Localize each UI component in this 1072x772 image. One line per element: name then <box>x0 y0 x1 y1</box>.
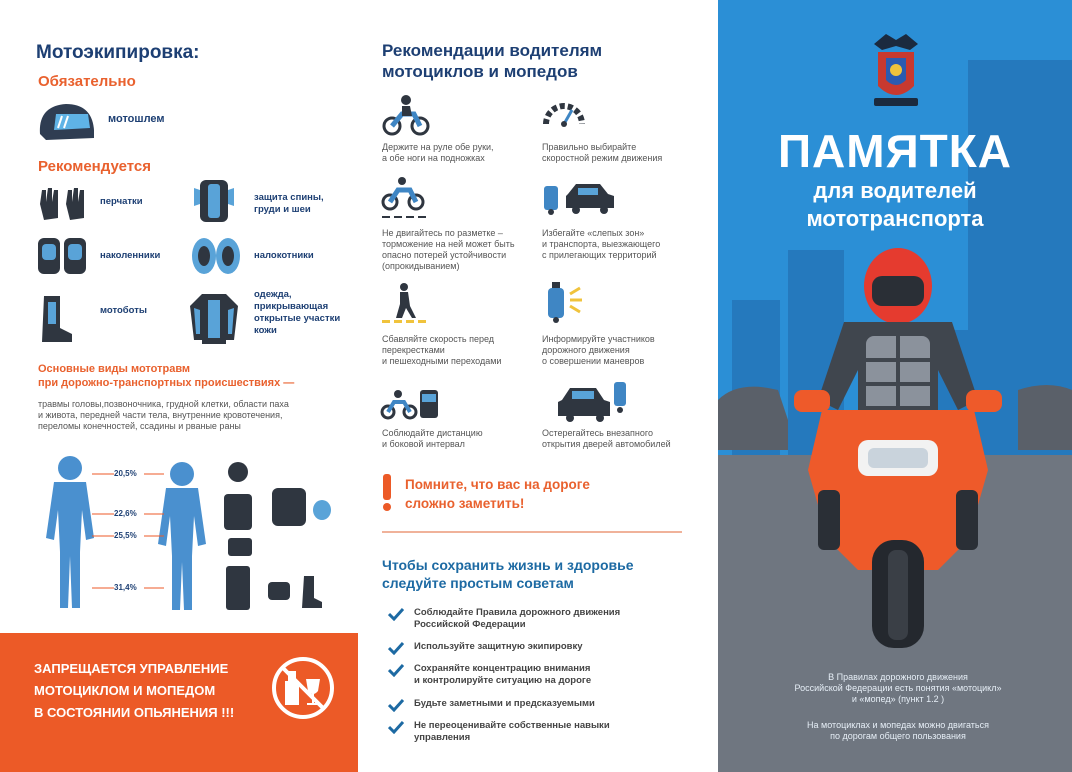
section-divider <box>382 531 682 533</box>
clothing-label: одежда, прикрывающая открытые участки кожи <box>254 289 341 336</box>
car-door-icon <box>556 378 632 422</box>
right-panel-cover <box>718 0 1072 772</box>
gloves-label: перчатки <box>100 196 143 207</box>
knee-pads-label: наколенники <box>100 250 161 261</box>
road-marking-icon <box>380 176 426 220</box>
stat-pelvis: 25,5% <box>114 531 137 540</box>
boots-label: мотоботы <box>100 305 147 316</box>
back-protector-icon <box>190 176 238 226</box>
stat-torso: 22,6% <box>114 509 137 518</box>
recommendations-title: Рекомендации водителям мотоциклов и мопедов <box>382 41 603 81</box>
injury-statistics-illustration <box>30 452 340 620</box>
equipment-title: Мотоэкипировка: <box>36 42 200 63</box>
rules-note: В Правилах дорожного движения Российской Федерации есть понятия «мотоцикл» и «мопед» (пункт 1.2 ) <box>794 672 1002 704</box>
helmet-icon <box>36 100 96 142</box>
knee-pad-icon <box>36 234 88 278</box>
left-panel <box>0 0 358 772</box>
advice-item: Не переоценивайте собственные навыки управления <box>388 720 688 744</box>
advice-item: Соблюдайте Правила дорожного движения Российской Федерации <box>388 607 688 631</box>
roads-note: На мотоциклах и мопедах можно двигаться по дорогам общего пользования <box>807 720 989 741</box>
stat-legs: 31,4% <box>114 583 137 592</box>
stat-head: 20,5% <box>114 469 137 478</box>
tip-6: Информируйте участников дорожного движения о совершении маневров <box>542 334 655 366</box>
tip-1: Держите на руле обе руки, а обе ноги на подножках <box>382 142 494 163</box>
no-alcohol-icon <box>270 655 336 721</box>
motorcyclist-illustration <box>788 240 1008 650</box>
gloves-icon <box>36 184 88 222</box>
boot-icon <box>36 294 76 346</box>
cover-subtitle-1: для водителей <box>813 178 977 203</box>
cover-title: ПАМЯТКА <box>777 125 1013 177</box>
cover-subtitle-2: мототранспорта <box>806 206 984 231</box>
jacket-icon <box>188 290 240 346</box>
visibility-warning: Помните, что вас на дороге сложно заметить! <box>405 477 590 511</box>
back-protector-label: защита спины, груди и шеи <box>254 192 324 215</box>
middle-panel <box>358 0 718 772</box>
check-icon <box>388 641 404 655</box>
check-icon <box>388 607 404 621</box>
trauma-heading: Основные виды мототравм при дорожно-транспортных происшествиях — <box>38 363 295 389</box>
tip-2: Правильно выбирайте скоростной режим движения <box>542 142 663 163</box>
tip-7: Соблюдайте дистанцию и боковой интервал <box>382 428 483 449</box>
pedestrian-crossing-icon <box>380 282 426 324</box>
exclamation-icon <box>380 474 394 512</box>
recommended-heading: Рекомендуется <box>38 158 151 175</box>
check-icon <box>388 663 404 677</box>
tip-4: Избегайте «слепых зон» и транспорта, выезжающего с прилегающих территорий <box>542 228 661 260</box>
blind-spot-icon <box>542 180 618 216</box>
elbow-pad-icon <box>190 234 242 278</box>
distance-icon <box>380 384 440 422</box>
check-icon <box>388 720 404 734</box>
tip-8: Остерегайтесь внезапного открытия дверей автомобилей <box>542 428 671 449</box>
advice-item: Сохраняйте концентрацию внимания и контролируйте ситуацию на дороге <box>388 663 688 687</box>
required-heading: Обязательно <box>38 73 136 90</box>
helmet-label: мотошлем <box>108 113 165 125</box>
elbow-pads-label: налокотники <box>254 250 314 261</box>
speedometer-icon <box>542 94 586 130</box>
motorcycle-hands-icon <box>380 94 432 136</box>
advice-title: Чтобы сохранить жизнь и здоровье следуйте простым советам <box>382 557 634 591</box>
check-icon <box>388 698 404 712</box>
signal-maneuver-icon <box>542 280 586 324</box>
advice-item: Будьте заметными и предсказуемыми <box>388 698 688 712</box>
police-emblem-icon <box>868 30 924 112</box>
trauma-description: травмы головы,позвоночника, грудной клетки, области паха и живота, передней части тела, внутренние кровотечения, переломы конечностей, ссадины и рваные раны <box>38 399 289 431</box>
tip-5: Сбавляйте скорость перед перекрестками и пешеходными переходами <box>382 334 502 366</box>
tip-3: Не двигайтесь по разметке – торможение на ней может быть опасно потерей устойчивости (опрокидыванием) <box>382 228 515 271</box>
advice-item: Используйте защитную экипировку <box>388 641 688 655</box>
prohibition-text: ЗАПРЕЩАЕТСЯ УПРАВЛЕНИЕ МОТОЦИКЛОМ И МОПЕДОМ В СОСТОЯНИИ ОПЬЯНЕНИЯ !!! <box>34 661 235 720</box>
